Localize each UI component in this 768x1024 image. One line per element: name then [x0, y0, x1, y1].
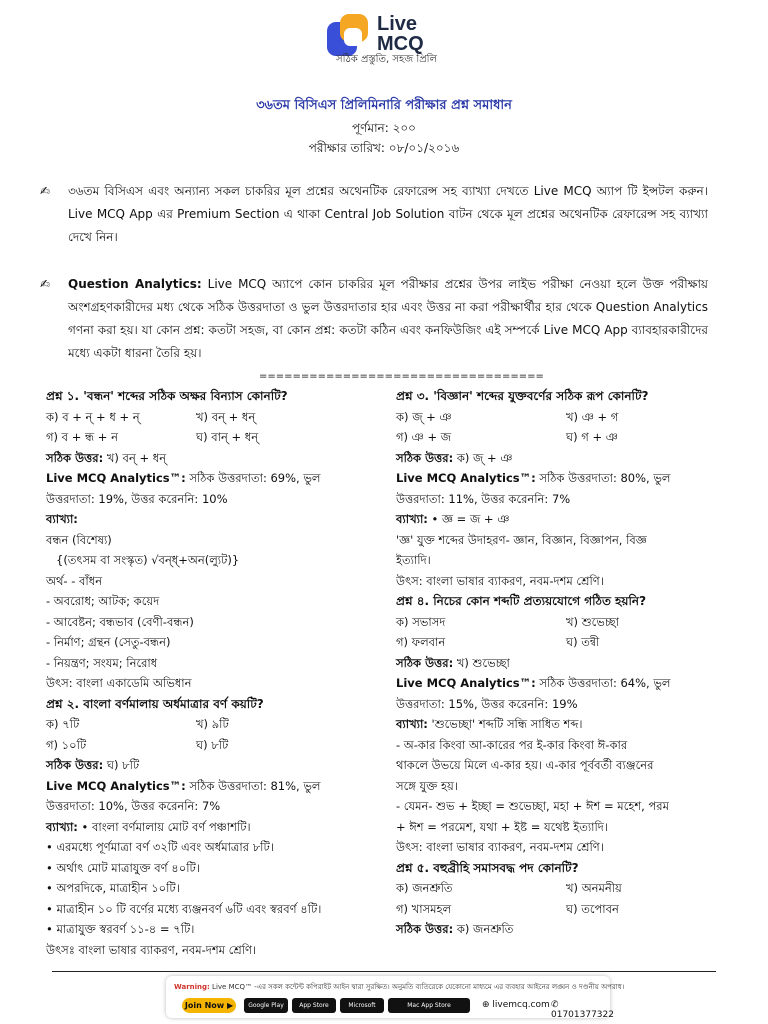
q4-answer: খ) শুভেচ্ছা: [453, 655, 510, 670]
pen-icon: ✍: [40, 184, 51, 198]
q1-option-d: ঘ) বান্ + ধন্: [196, 430, 259, 444]
q3-expl-line: 'জ্ঞ' যুক্ত শব্দের উদাহরণ- জ্ঞান, বিজ্ঞান, বিজ্ঞাপন, বিজ্ঞ: [396, 532, 647, 547]
q4-analytics: সঠিক উত্তরদাতা: 64%, ভুল: [535, 676, 671, 690]
q2-explanation-label: ব্যাখ্যা:: [46, 819, 78, 834]
q3-analytics: সঠিক উত্তরদাতা: 80%, ভুল: [535, 471, 671, 485]
q3-explanation-label: ব্যাখ্যা:: [396, 512, 428, 526]
microsoft-store-badge[interactable]: Microsoft: [340, 998, 384, 1013]
q1-expl-line: - নির্মাণ; গ্রন্থন (সেতু-বন্ধন): [46, 635, 171, 649]
q2-expl-line: • মাত্রাযুক্ত স্বরবর্ণ ১১-৪ = ৭টি।: [46, 922, 195, 936]
phone-number: ✆ 01701377322: [551, 1000, 614, 1020]
q1-expl-line: - অবরোধ; আটক; কয়েদ: [46, 594, 160, 608]
q3-answer-label: সঠিক উত্তর:: [396, 450, 454, 465]
logo-tagline: সঠিক প্রস্তুতি, সহজ প্রিলি: [336, 54, 437, 65]
q2-expl-line: • বাংলা বর্ণমালায় মোট বর্ণ পঞ্চাশটি।: [77, 819, 251, 834]
q1-explanation-label: ব্যাখ্যা:: [46, 512, 78, 526]
website-link[interactable]: ⊕ livemcq.com: [482, 1000, 550, 1010]
pen-icon: ✍: [40, 277, 51, 291]
q1-expl-line: অর্থ- - বাঁধন: [46, 573, 103, 588]
q2-answer-label: সঠিক উত্তর:: [46, 758, 104, 772]
intro-paragraph: [40, 180, 708, 249]
q4-expl-line: থাকলে উভয়ে মিলে এ-কার হয়। এ-কার পূর্ববর্তী ব্যঞ্জনের: [396, 758, 654, 772]
q4-expl-line: - যেমন- শুভ + ইচ্ছা = শুভেচ্ছা, মহা + ঈশ = মহেশ, পরম: [396, 799, 669, 813]
analytics-paragraph: [40, 273, 708, 365]
q5-answer-label: সঠিক উত্তর:: [396, 922, 454, 936]
q1-analytics-label: Live MCQ Analytics™:: [46, 471, 186, 485]
q3-analytics-cont: উত্তরদাতা: 11%, উত্তর করেননি: 7%: [396, 491, 571, 506]
q5-option-a: ক) জনশ্রুতি: [396, 881, 453, 895]
q4-explanation-label: ব্যাখ্যা:: [396, 717, 428, 731]
analytics-text: Live MCQ অ্যাপে কোন চাকরির মূল পরীক্ষার প্রশ্নের উপর লাইভ পরীক্ষা নেওয়া হলে উক্ত পরীক্ষায় অংশগ্রহণকারীদের মধ্য থেকে সঠিক উত্তরদাতা ও ভুল উত্তরদাতার হার এবং উত্তর না করা পরীক্ষার্থীর হার থেকে Question Analytics গণনা করা হয়। যা কোন প্রশ্ন: কতটা সহজ, বা কোন প্রশ্ন: কতটা কঠিন এবং কনফিউজিং এই সম্পর্কে Live MCQ App ব্যাবহারকারীদের মধ্যে একটা ধারনা তৈরি হয়।: [68, 277, 708, 360]
q1-expl-line: - আবেষ্টন; বন্ধভাব (বেণী-বন্ধন): [46, 614, 194, 629]
logo-wordmark: [377, 14, 424, 54]
q4-option-d: ঘ) তন্বী: [566, 635, 600, 649]
analytics-label: Question Analytics:: [68, 277, 202, 291]
q1-source: উৎস: বাংলা একাডেমি অভিধান: [46, 676, 192, 690]
q2-option-c: গ) ১০টি: [46, 737, 87, 752]
google-play-badge[interactable]: Google Play: [244, 998, 288, 1013]
question-2: প্রশ্ন ২. বাংলা বর্ণমালায় অর্ধমাত্রার বর্ণ কয়টি?: [46, 696, 264, 711]
copyright-warning: [174, 981, 624, 993]
q1-option-a: ক) ব + ন্ + ধ + ন্: [46, 409, 140, 424]
mac-app-store-badge[interactable]: Mac App Store: [388, 998, 470, 1013]
q4-source: উৎস: বাংলা ভাষার ব্যাকরণ, নবম-দশম শ্রেণি।: [396, 840, 604, 854]
q4-expl-line: + ঈশ = পরমেশ, যথা + ইষ্ট = যথেষ্ট ইত্যাদি।: [396, 819, 608, 834]
question-3: প্রশ্ন ৩. 'বিজ্ঞান' শব্দের যুক্তবর্ণের সঠিক রূপ কোনটি?: [396, 389, 649, 403]
q4-option-c: গ) ফলবান: [396, 635, 446, 649]
q2-expl-line: • অপরদিকে, মাত্রাহীন ১০টি।: [46, 881, 180, 895]
q4-expl-line: - অ-কার কিংবা আ-কারের পর ই-কার কিংবা ঈ-কার: [396, 737, 628, 752]
q5-answer: ক) জনশ্রুতি: [453, 922, 514, 936]
separator: ==================================: [259, 371, 544, 382]
q3-analytics-label: Live MCQ Analytics™:: [396, 471, 536, 485]
footer-banner: [166, 976, 625, 1020]
q1-analytics: সঠিক উত্তরদাতা: 69%, ভুল: [185, 471, 321, 485]
q1-expl-line: - নিয়ন্ত্রণ; সংযম; নিরোধ: [46, 655, 158, 670]
q2-expl-line: • অর্থাৎ মোট মাত্রাযুক্ত বর্ণ ৪০টি।: [46, 860, 200, 875]
q2-answer: ঘ) ৮টি: [103, 758, 140, 772]
q2-option-a: ক) ৭টি: [46, 717, 80, 731]
join-now-button[interactable]: Join Now ▶: [182, 998, 236, 1013]
q1-answer: খ) বন্ + ধন্: [103, 450, 167, 465]
q3-expl-line: • জ্ঞ = জ + ঞ: [427, 512, 510, 526]
q2-expl-line: • মাত্রাহীন ১০ টি বর্ণের মধ্যে ব্যঞ্জনবর্ণ ৬টি এবং স্বরবর্ণ ৪টি।: [46, 901, 322, 916]
q2-expl-line: • এরমধ্যে পূর্ণমাত্রা বর্ণ ৩২টি এবং অর্ধমাত্রার ৮টি।: [46, 840, 274, 854]
q4-analytics-label: Live MCQ Analytics™:: [396, 676, 536, 690]
q3-source: উৎস: বাংলা ভাষার ব্যাকরণ, নবম-দশম শ্রেণি।: [396, 573, 604, 588]
left-column: [46, 386, 376, 960]
footer-divider: [52, 971, 716, 972]
q5-option-d: ঘ) তপোবন: [566, 901, 619, 916]
exam-date: পরীক্ষার তারিখ: ০৮/০১/২০১৬: [308, 141, 460, 155]
q2-source: উৎসঃ বাংলা ভাষার ব্যাকরণ, নবম-দশম শ্রেণি।: [46, 942, 257, 957]
q4-answer-label: সঠিক উত্তর:: [396, 655, 454, 670]
q4-expl-line: 'শুভেচ্ছা' শব্দটি সন্ধি সাধিত শব্দ।: [427, 717, 583, 731]
q2-analytics-cont: উত্তরদাতা: 10%, উত্তর করেননি: 7%: [46, 799, 221, 813]
q4-expl-line: সঙ্গে যুক্ত হয়।: [396, 778, 458, 793]
question-5: প্রশ্ন ৫. বহুব্রীহি সমাসবদ্ধ পদ কোনটি?: [396, 860, 579, 875]
full-marks: পূর্ণমান: ২০০: [352, 121, 416, 135]
q1-option-c: গ) ব + ন্ধ + ন: [46, 430, 118, 444]
q4-option-a: ক) সভাসদ: [396, 614, 446, 629]
q1-answer-label: সঠিক উত্তর:: [46, 450, 104, 465]
q2-analytics: সঠিক উত্তরদাতা: 81%, ভুল: [185, 778, 321, 793]
q3-answer: ক) জ্ + ঞ: [453, 450, 513, 465]
page-title: ৩৬তম বিসিএস প্রিলিমিনারি পরীক্ষার প্রশ্ন সমাধান: [256, 98, 512, 113]
app-store-badge[interactable]: App Store: [292, 998, 336, 1013]
logo-line2: MCQ: [377, 33, 424, 55]
q5-option-c: গ) খাসমহল: [396, 901, 452, 916]
q4-option-b: খ) শুভেচ্ছা: [566, 614, 620, 629]
q4-analytics-cont: উত্তরদাতা: 15%, উত্তর করেননি: 19%: [396, 696, 578, 711]
q2-option-d: ঘ) ৮টি: [196, 737, 229, 752]
q3-option-c: গ) ঞ + জ: [396, 430, 452, 444]
q3-option-a: ক) জ্ + ঞ: [396, 409, 452, 424]
q5-option-b: খ) অনমনীয়: [566, 881, 622, 895]
q2-analytics-label: Live MCQ Analytics™:: [46, 778, 186, 793]
q1-expl-line: বন্ধন (বিশেষ্য): [46, 532, 112, 547]
right-column: [396, 386, 726, 940]
intro-text: ৩৬তম বিসিএস এবং অন্যান্য সকল চাকরির মূল প্রশ্নের অথেনটিক রেফারেন্স সহ ব্যাখ্যা দেখতে Live MCQ অ্যাপ টি ইন্সটল করুন। Live MCQ App এর Premium Section এ থাকা Central Job Solution বাটন থেকে মূল প্রশ্নের অথেনটিক রেফারেন্স সহ ব্যাখ্যা দেখে নিন।: [68, 184, 708, 244]
warning-label: Warning:: [174, 983, 210, 991]
warning-text: Live MCQ™ -এর সকল কন্টেন্ট কপিরাইট আইন দ্বারা সুরক্ষিত। অনুমতি ব্যতিরেকে যেকোনো মাধ্যমে এর ব্যবহার আইনের লঙ্ঘন ও দণ্ডনীয় অপরাধ।: [209, 983, 625, 991]
q1-expl-line: {(তৎসম বা সংস্কৃত) √বন্ধ্+অন(ল্যুট)}: [56, 553, 240, 567]
q1-option-b: খ) বন্ + ধন্: [196, 409, 256, 424]
logo-line1: Live: [377, 13, 418, 35]
q3-option-b: খ) ঞ + গ: [566, 409, 619, 424]
q2-option-b: খ) ৯টি: [196, 717, 229, 731]
question-4: প্রশ্ন ৪. নিচের কোন শব্দটি প্রত্যয়যোগে গঠিত হয়নি?: [396, 594, 647, 608]
q3-option-d: ঘ) গ + ঞ: [566, 430, 618, 444]
question-1: প্রশ্ন ১. 'বন্ধন' শব্দের সঠিক অক্ষর বিন্যাস কোনটি?: [46, 389, 288, 403]
q1-analytics-cont: উত্তরদাতা: 19%, উত্তর করেননি: 10%: [46, 491, 228, 506]
q3-expl-line: ইত্যাদি।: [396, 553, 431, 567]
